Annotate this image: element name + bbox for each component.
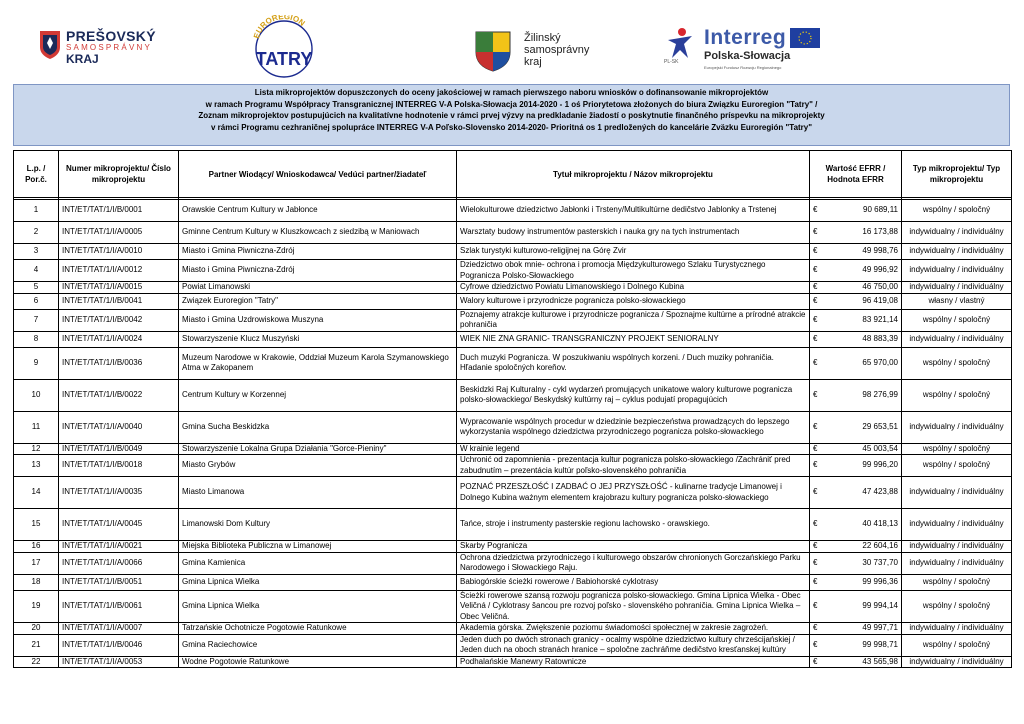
header-project-title: Tytuł mikroprojektu / Názov mikroprojektu bbox=[457, 151, 810, 198]
efrr-amount: 30 737,70 bbox=[862, 557, 898, 567]
table-row bbox=[14, 309, 1012, 331]
cell-type: indywidualny / individuálny bbox=[902, 656, 1012, 668]
efrr-amount: 40 418,13 bbox=[862, 519, 898, 529]
cell-project-title: Szlak turystyki kulturowo-religijnej na Górę Zvir bbox=[457, 244, 810, 260]
cell-number: INT/ET/TAT/1/I/A/0024 bbox=[59, 331, 179, 347]
cell-type: wspólny / spoločný bbox=[902, 443, 1012, 455]
cell-lp: 10 bbox=[14, 379, 59, 411]
currency-symbol: € bbox=[813, 389, 818, 399]
header-type: Typ mikroprojektu/ Typ mikroprojektu bbox=[902, 151, 1012, 198]
table-row bbox=[14, 634, 1012, 656]
efrr-amount: 96 419,08 bbox=[862, 295, 898, 305]
efrr-amount: 45 003,54 bbox=[862, 443, 898, 453]
cell-type: indywidualny / individuálny bbox=[902, 552, 1012, 574]
cell-project-title: Babiogórskie ścieżki rowerowe / Babiohorské cyklotrasy bbox=[457, 574, 810, 590]
pl-sk-label: PL-SK bbox=[664, 59, 679, 65]
cell-partner: Wodne Pogotowie Ratunkowe bbox=[179, 656, 457, 668]
cell-project-title: Warsztaty budowy instrumentów pasterskich i nauka gry na tych instrumentach bbox=[457, 222, 810, 244]
cell-value bbox=[810, 590, 902, 623]
cell-lp: 6 bbox=[14, 293, 59, 309]
cell-lp: 15 bbox=[14, 509, 59, 541]
currency-symbol: € bbox=[813, 227, 818, 237]
document-title bbox=[13, 84, 1010, 146]
cell-partner: Gmina Raciechowice bbox=[179, 634, 457, 656]
efrr-amount: 43 565,98 bbox=[862, 656, 898, 666]
currency-symbol: € bbox=[813, 576, 818, 586]
currency-symbol: € bbox=[813, 557, 818, 567]
cell-type: wspólny / spoločný bbox=[902, 379, 1012, 411]
efrr-amount: 90 689,11 bbox=[863, 205, 898, 215]
header-value: Wartość EFRR / Hodnota EFRR bbox=[810, 151, 902, 198]
tatry-word: TATRY bbox=[255, 49, 313, 69]
cell-value bbox=[810, 244, 902, 260]
cell-partner: Muzeum Narodowe w Krakowie, Oddział Muzeum Karola Szymanowskiego Atma w Zakopanem bbox=[179, 347, 457, 379]
cell-project-title: Skarby Pogranicza bbox=[457, 541, 810, 553]
cell-type: wspólny / spoločný bbox=[902, 309, 1012, 331]
efrr-amount: 48 883,39 bbox=[862, 333, 898, 343]
table-row bbox=[14, 244, 1012, 260]
cell-value bbox=[810, 443, 902, 455]
cell-lp: 4 bbox=[14, 260, 59, 282]
currency-symbol: € bbox=[813, 519, 818, 529]
efrr-amount: 99 996,36 bbox=[862, 576, 898, 586]
logo-bar bbox=[0, 0, 1024, 86]
currency-symbol: € bbox=[813, 265, 818, 275]
cell-lp: 21 bbox=[14, 634, 59, 656]
cell-value bbox=[810, 509, 902, 541]
cell-number: INT/ET/TAT/1/I/B/0046 bbox=[59, 634, 179, 656]
table-row bbox=[14, 331, 1012, 347]
currency-symbol: € bbox=[813, 541, 818, 550]
title-line-1: Lista mikroprojektów dopuszczonych do oceny jakościowej w ramach pierwszego naboru wniosków o dofinansowanie mikroprojektów bbox=[254, 88, 769, 97]
cell-number: INT/ET/TAT/1/I/B/0042 bbox=[59, 309, 179, 331]
cell-partner: Centrum Kultury w Korzennej bbox=[179, 379, 457, 411]
cell-value bbox=[810, 455, 902, 477]
cell-value bbox=[810, 623, 902, 635]
table-row bbox=[14, 282, 1012, 294]
cell-number: INT/ET/TAT/1/I/B/0022 bbox=[59, 379, 179, 411]
table-row bbox=[14, 590, 1012, 623]
cell-lp: 16 bbox=[14, 541, 59, 553]
eu-flag-icon bbox=[790, 28, 820, 48]
cell-type: indywidualny / individuálny bbox=[902, 477, 1012, 509]
table-row bbox=[14, 623, 1012, 635]
table-row bbox=[14, 293, 1012, 309]
table-row bbox=[14, 379, 1012, 411]
cell-partner: Miasto Limanowa bbox=[179, 477, 457, 509]
zilina-logo-line2: samosprávny bbox=[524, 44, 590, 56]
cell-value bbox=[810, 552, 902, 574]
cell-project-title: Tańce, stroje i instrumenty pasterskie regionu lachowsko - orawskiego. bbox=[457, 509, 810, 541]
currency-symbol: € bbox=[813, 443, 818, 453]
table-row bbox=[14, 574, 1012, 590]
cell-lp: 8 bbox=[14, 331, 59, 347]
cell-partner: Gmina Kamienica bbox=[179, 552, 457, 574]
cell-partner: Orawskie Centrum Kultury w Jabłonce bbox=[179, 200, 457, 222]
cell-number: INT/ET/TAT/1/I/A/0007 bbox=[59, 623, 179, 635]
currency-symbol: € bbox=[813, 314, 818, 324]
cell-value bbox=[810, 293, 902, 309]
cell-partner: Gminne Centrum Kultury w Kluszkowcach z siedzibą w Maniowach bbox=[179, 222, 457, 244]
cell-value bbox=[810, 477, 902, 509]
zilina-region-logo bbox=[472, 30, 592, 72]
table-header-row bbox=[14, 151, 1012, 198]
cell-lp: 11 bbox=[14, 411, 59, 443]
efrr-amount: 22 604,16 bbox=[862, 541, 898, 550]
table-row bbox=[14, 347, 1012, 379]
title-line-3: Zoznam mikroprojektov postupujúcich na kvalitatívne hodnotenie v rámci prvej výzvy na predkladanie žiadostí o poskytnutie finančného príspevku na mikroprojekty bbox=[198, 111, 825, 120]
cell-project-title: Akademia górska. Zwiększenie poziomu świadomości społecznej w zakresie zagrożeń. bbox=[457, 623, 810, 635]
cell-value bbox=[810, 200, 902, 222]
table-row bbox=[14, 656, 1012, 668]
cell-partner: Miasto Grybów bbox=[179, 455, 457, 477]
cell-lp: 12 bbox=[14, 443, 59, 455]
cell-type: wspólny / spoločný bbox=[902, 634, 1012, 656]
cell-project-title: Jeden duch po dwóch stronach granicy - ocalmy wspólne dziedzictwo kultury chrześcijańskiej / Jeden duch na oboch stranách hranice – spoločne zachráňme dedičstvo kresťanskej kultúry bbox=[457, 634, 810, 656]
currency-symbol: € bbox=[813, 295, 818, 305]
cell-project-title: Dziedzictwo obok mnie- ochrona i promocja Międzykulturowego Szlaku Turystycznego Pogranicza Polsko-Słowackiego bbox=[457, 260, 810, 282]
efrr-amount: 49 997,71 bbox=[862, 623, 898, 632]
currency-symbol: € bbox=[813, 639, 818, 649]
cell-partner: Stowarzyszenie Lokalna Grupa Działania "Gorce-Pieniny" bbox=[179, 443, 457, 455]
cell-project-title: Wypracowanie wspólnych procedur w dziedzinie bezpieczeństwa prowadzących do lepszego wykorzystania wspólnego dziedzictwa przyrodniczego pogranicza polsko-słowackiego bbox=[457, 411, 810, 443]
cell-number: INT/ET/TAT/1/I/B/0051 bbox=[59, 574, 179, 590]
cell-type: indywidualny / individuálny bbox=[902, 541, 1012, 553]
currency-symbol: € bbox=[813, 357, 818, 367]
cell-project-title: W krainie legend bbox=[457, 443, 810, 455]
cell-number: INT/ET/TAT/1/I/B/0049 bbox=[59, 443, 179, 455]
table-row bbox=[14, 455, 1012, 477]
cell-value bbox=[810, 260, 902, 282]
cell-lp: 20 bbox=[14, 623, 59, 635]
header-number: Numer mikroprojektu/ Číslo mikroprojektu bbox=[59, 151, 179, 198]
zilina-logo-line3: kraj bbox=[524, 56, 542, 68]
currency-symbol: € bbox=[813, 623, 818, 632]
cell-partner: Gmina Sucha Beskidzka bbox=[179, 411, 457, 443]
cell-project-title: Wielokulturowe dziedzictwo Jabłonki i Trsteny/Multikultúrne dedičstvo Jablonky a Trstenej bbox=[457, 200, 810, 222]
title-line-2: w ramach Programu Współpracy Transgranicznej INTERREG V-A Polska-Słowacja 2014-2020 - 1 oś Priorytetowa złożonych do biura Związku Euroregion "Tatry" / bbox=[205, 99, 818, 109]
cell-type: wspólny / spoločný bbox=[902, 590, 1012, 623]
cell-lp: 7 bbox=[14, 309, 59, 331]
cell-number: INT/ET/TAT/1/I/A/0010 bbox=[59, 244, 179, 260]
cell-value bbox=[810, 309, 902, 331]
cell-type: indywidualny / individuálny bbox=[902, 222, 1012, 244]
cell-number: INT/ET/TAT/1/I/B/0061 bbox=[59, 590, 179, 623]
cell-project-title: Ochrona dziedzictwa przyrodniczego i kulturowego obszarów chronionych Gorczańskiego Parku Narodowego i Słowackiego Raju. bbox=[457, 552, 810, 574]
cell-type: indywidualny / individuálny bbox=[902, 244, 1012, 260]
cell-number: INT/ET/TAT/1/I/A/0015 bbox=[59, 282, 179, 294]
cell-value bbox=[810, 656, 902, 668]
cell-lp: 3 bbox=[14, 244, 59, 260]
cell-value bbox=[810, 411, 902, 443]
cell-value bbox=[810, 347, 902, 379]
cell-partner: Stowarzyszenie Klucz Muszyński bbox=[179, 331, 457, 347]
interreg-brand: Interreg bbox=[704, 26, 787, 49]
cell-lp: 19 bbox=[14, 590, 59, 623]
cell-number: INT/ET/TAT/1/I/A/0053 bbox=[59, 656, 179, 668]
cell-number: INT/ET/TAT/1/I/A/0005 bbox=[59, 222, 179, 244]
microprojects-table bbox=[13, 150, 1012, 668]
cell-partner: Gmina Lipnica Wielka bbox=[179, 574, 457, 590]
interreg-logo bbox=[660, 24, 820, 74]
cell-number: INT/ET/TAT/1/I/B/0018 bbox=[59, 455, 179, 477]
cell-lp: 13 bbox=[14, 455, 59, 477]
currency-symbol: € bbox=[813, 246, 818, 256]
cell-value bbox=[810, 541, 902, 553]
tatry-arc-text: EUROREGION bbox=[251, 15, 307, 40]
cell-number: INT/ET/TAT/1/I/A/0066 bbox=[59, 552, 179, 574]
cell-type: indywidualny / individuálny bbox=[902, 411, 1012, 443]
table-row bbox=[14, 541, 1012, 553]
cell-value bbox=[810, 379, 902, 411]
cell-partner: Miasto i Gmina Uzdrowiskowa Muszyna bbox=[179, 309, 457, 331]
cell-lp: 14 bbox=[14, 477, 59, 509]
cell-project-title: POZNAĆ PRZESZŁOŚĆ I ZADBAĆ O JEJ PRZYSZŁOŚĆ - kulinarne tradycje Limanowej i Dolnego Kubina ważnym elementem krajobrazu kultury pogranicza polsko-słowackiego bbox=[457, 477, 810, 509]
currency-symbol: € bbox=[813, 460, 818, 470]
cell-lp: 1 bbox=[14, 200, 59, 222]
cell-type: indywidualny / individuálny bbox=[902, 623, 1012, 635]
presov-logo-line1: PREŠOVSKÝ bbox=[66, 28, 156, 44]
cell-value bbox=[810, 282, 902, 294]
cell-project-title: WIEK NIE ZNA GRANIC- TRANSGRANICZNY PROJEKT SENIORALNY bbox=[457, 331, 810, 347]
currency-symbol: € bbox=[813, 333, 818, 343]
presov-logo-line2: SAMOSPRÁVNY bbox=[66, 43, 152, 52]
cell-project-title: Poznajemy atrakcje kulturowe i przyrodnicze pogranicza / Spoznajme kultúrne a prírodné atrakcie pohraničia bbox=[457, 309, 810, 331]
pl-sk-figure-icon bbox=[662, 26, 698, 60]
cell-lp: 22 bbox=[14, 656, 59, 668]
table-row bbox=[14, 222, 1012, 244]
zilina-logo-line1: Žilinský bbox=[524, 32, 561, 44]
cell-number: INT/ET/TAT/1/I/A/0021 bbox=[59, 541, 179, 553]
efrr-amount: 16 173,88 bbox=[862, 227, 898, 237]
cell-number: INT/ET/TAT/1/I/A/0040 bbox=[59, 411, 179, 443]
interreg-subtitle: Polska-Słowacja bbox=[704, 50, 791, 62]
cell-number: INT/ET/TAT/1/I/A/0012 bbox=[59, 260, 179, 282]
cell-type: indywidualny / individuálny bbox=[902, 260, 1012, 282]
cell-number: INT/ET/TAT/1/I/B/0041 bbox=[59, 293, 179, 309]
table-row bbox=[14, 260, 1012, 282]
efrr-amount: 98 276,99 bbox=[862, 389, 898, 399]
table-row bbox=[14, 200, 1012, 222]
cell-lp: 9 bbox=[14, 347, 59, 379]
efrr-amount: 83 921,14 bbox=[862, 314, 898, 324]
cell-lp: 18 bbox=[14, 574, 59, 590]
cell-type: wspólny / spoločný bbox=[902, 574, 1012, 590]
svg-text:EUROREGION bbox=[252, 15, 307, 40]
currency-symbol: € bbox=[813, 421, 818, 431]
zilina-logo-text bbox=[524, 32, 589, 68]
table-row bbox=[14, 552, 1012, 574]
cell-type: własny / vlastný bbox=[902, 293, 1012, 309]
euroregion-tatry-logo bbox=[248, 15, 320, 79]
currency-symbol: € bbox=[813, 601, 818, 610]
cell-partner: Gmina Lipnica Wielka bbox=[179, 590, 457, 623]
cell-type: wspólny / spoločný bbox=[902, 347, 1012, 379]
cell-type: wspólny / spoločný bbox=[902, 200, 1012, 222]
table-row bbox=[14, 411, 1012, 443]
cell-lp: 2 bbox=[14, 222, 59, 244]
currency-symbol: € bbox=[813, 282, 818, 291]
cell-partner: Limanowski Dom Kultury bbox=[179, 509, 457, 541]
efrr-amount: 65 970,00 bbox=[862, 357, 898, 367]
cell-partner: Powiat Limanowski bbox=[179, 282, 457, 294]
efrr-amount: 99 996,20 bbox=[862, 460, 898, 470]
presov-logo-line3: KRAJ bbox=[66, 52, 99, 66]
currency-symbol: € bbox=[813, 205, 818, 215]
efrr-amount: 46 750,00 bbox=[862, 282, 898, 291]
efrr-amount: 99 994,14 bbox=[862, 601, 898, 610]
table-row bbox=[14, 509, 1012, 541]
cell-project-title: Podhalańskie Manewry Ratownicze bbox=[457, 656, 810, 668]
presov-shield-icon bbox=[40, 31, 60, 59]
cell-project-title: Uchronić od zapomnienia - prezentacja kultur pogranicza polsko-słowackiego /Zachrániť pred zabudnutím – prezentácia kultúr poľsko-slovenského pohraničia bbox=[457, 455, 810, 477]
efrr-amount: 29 653,51 bbox=[862, 421, 898, 431]
interreg-fund-text: Europejski Fundusz Rozwoju Regionalnego bbox=[704, 65, 782, 70]
cell-lp: 17 bbox=[14, 552, 59, 574]
cell-type: indywidualny / individuálny bbox=[902, 331, 1012, 347]
cell-partner: Związek Euroregion "Tatry" bbox=[179, 293, 457, 309]
cell-partner: Miasto i Gmina Piwniczna-Zdrój bbox=[179, 260, 457, 282]
table-body bbox=[14, 198, 1012, 668]
cell-type: indywidualny / individuálny bbox=[902, 282, 1012, 294]
cell-project-title: Duch muzyki Pogranicza. W poszukiwaniu wspólnych korzeni. / Duch muziky pohraničia. Hľadanie spoločných koreňov. bbox=[457, 347, 810, 379]
cell-type: wspólny / spoločný bbox=[902, 455, 1012, 477]
table-row bbox=[14, 477, 1012, 509]
cell-project-title: Beskidzki Raj Kulturalny - cykl wydarzeń promujących unikatowe walory kulturowe pogranicza polsko-słowackiego/ Beskydský kultúrny raj – cyklus podujatí propagujúcich bbox=[457, 379, 810, 411]
cell-value bbox=[810, 222, 902, 244]
cell-number: INT/ET/TAT/1/I/A/0045 bbox=[59, 509, 179, 541]
cell-number: INT/ET/TAT/1/I/B/0036 bbox=[59, 347, 179, 379]
cell-number: INT/ET/TAT/1/I/A/0035 bbox=[59, 477, 179, 509]
header-lp: L.p. / Por.č. bbox=[14, 151, 59, 198]
table-row bbox=[14, 443, 1012, 455]
efrr-amount: 49 998,76 bbox=[862, 246, 898, 256]
header-partner: Partner Wiodący/ Wnioskodawca/ Vedúci partner/žiadateľ bbox=[179, 151, 457, 198]
zilina-shield-icon bbox=[472, 30, 514, 72]
cell-partner: Miasto i Gmina Piwniczna-Zdrój bbox=[179, 244, 457, 260]
efrr-amount: 99 998,71 bbox=[862, 639, 898, 649]
presov-region-logo bbox=[40, 28, 170, 64]
cell-partner: Tatrzańskie Ochotnicze Pogotowie Ratunkowe bbox=[179, 623, 457, 635]
cell-partner: Miejska Biblioteka Publiczna w Limanowej bbox=[179, 541, 457, 553]
cell-lp: 5 bbox=[14, 282, 59, 294]
cell-project-title: Walory kulturowe i przyrodnicze pogranicza polsko-słowackiego bbox=[457, 293, 810, 309]
cell-project-title: Ścieżki rowerowe szansą rozwoju pogranicza polsko-słowackiego. Gmina Lipnica Wielka - Obec Veličná / Cyklotrasy šancou pre rozvoj poľsko - slovenského pohraničia. Gmina Lipnica Wielka – Obec Veličná. bbox=[457, 590, 810, 623]
cell-value bbox=[810, 331, 902, 347]
efrr-amount: 49 996,92 bbox=[862, 265, 898, 275]
cell-number: INT/ET/TAT/1/I/B/0001 bbox=[59, 200, 179, 222]
cell-value bbox=[810, 634, 902, 656]
cell-value bbox=[810, 574, 902, 590]
cell-type: indywidualny / individuálny bbox=[902, 509, 1012, 541]
efrr-amount: 47 423,88 bbox=[862, 487, 898, 497]
title-line-4: v rámci Programu cezhraničnej spolupráce INTERREG V-A Poľsko-Slovensko 2014-2020- Prioritná os 1 predložených do kancelárie Zväzku Euroregión "Tatry" bbox=[210, 122, 813, 132]
tatry-emblem-icon bbox=[248, 15, 320, 79]
currency-symbol: € bbox=[813, 656, 818, 666]
currency-symbol: € bbox=[813, 487, 818, 497]
cell-project-title: Cyfrowe dziedzictwo Powiatu Limanowskiego i Dolnego Kubina bbox=[457, 282, 810, 294]
